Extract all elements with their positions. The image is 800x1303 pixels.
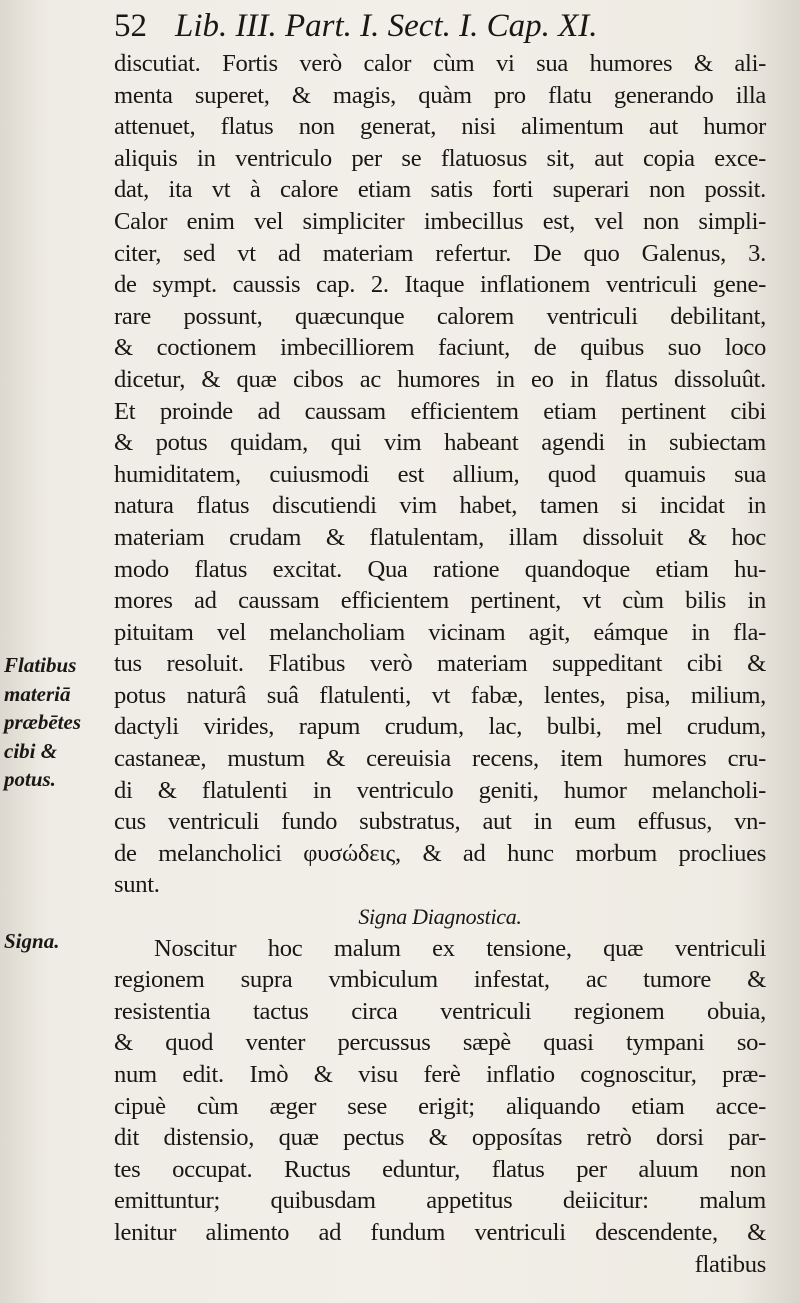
text-line: sunt. [114, 871, 160, 899]
text-line: dactyli virides, rapum crudum, lac, bulbi, mel crudum, [114, 713, 766, 741]
body-text [114, 48, 766, 1280]
text-line: resistentia tactus circa ventriculi regionem obuia, [114, 997, 766, 1025]
text-line: dat, ita vt à calore etiam satis forti superari non possit. [114, 176, 766, 204]
text-line: dit distensio, quæ pectus & opposítas retrò dorsi par- [114, 1124, 766, 1152]
text-line: & potus quidam, qui vim habeant agendi in subiectam [114, 429, 766, 457]
text-line: potus naturâ suâ flatulenti, vt fabæ, lentes, pisa, milium, [114, 681, 766, 709]
margin-note-line: cibi & [4, 738, 58, 763]
margin-note-line: Flatibus [4, 653, 77, 677]
text-line: lenitur alimento ad fundum ventriculi descendente, & [114, 1218, 766, 1246]
text-line: Et proinde ad caussam efficientem etiam pertinent cibi [114, 397, 766, 425]
page-number: 52 [114, 8, 147, 44]
text-line: pituitam vel melancholiam vicinam agit, eámque in fla- [114, 618, 766, 646]
section-heading: Signa Diagnostica. [358, 904, 522, 930]
text-line: emittuntur; quibusdam appetitus deiicitur: malum [114, 1187, 766, 1215]
text-line: materiam crudam & flatulentam, illam dissoluit & hoc [114, 523, 766, 551]
margin-note-line: præbētes [4, 710, 81, 734]
text-line: aliquis in ventriculo per se flatuosus sit, aut copia exce- [114, 144, 766, 172]
text-line: cipuè cùm æger sese erigit; aliquando etiam acce- [114, 1092, 766, 1120]
margin-note-flatibus [4, 651, 104, 794]
text-line: humiditatem, cuiusmodi est allium, quod quamuis sua [114, 460, 766, 488]
text-line: regionem supra vmbiculum infestat, ac tumore & [114, 966, 766, 994]
text-line: dicetur, & quæ cibos ac humores in eo in flatus dissoluût. [114, 365, 766, 393]
text-line: castaneæ, mustum & cereuisia recens, item humores cru- [114, 745, 766, 773]
running-head [114, 6, 764, 46]
text-line: attenuet, flatus non generat, nisi alimentum aut humor [114, 113, 766, 141]
running-head-title: Lib. III. Part. I. Sect. I. Cap. XI. [175, 8, 598, 44]
margin-note-line: materiā [4, 681, 71, 706]
text-line: di & flatulenti in ventriculo geniti, humor melancholi- [114, 776, 766, 804]
text-line: num edit. Imò & visu ferè inflatio cognoscitur, præ- [114, 1061, 766, 1088]
text-line: Noscitur hoc malum ex tensione, quæ ventriculi [154, 934, 766, 962]
margin-note-signa [4, 927, 104, 956]
text-line: discutiat. Fortis verò calor cùm vi sua humores & ali- [114, 50, 766, 77]
margin-note-line: Signa. [4, 929, 60, 953]
text-line: de melancholici φυσώδεις, & ad hunc morbum procliues [114, 839, 766, 867]
text-line: Calor enim vel simpliciter imbecillus est, vel non simpli- [114, 207, 766, 235]
text-line: de sympt. caussis cap. 2. Itaque inflationem ventriculi gene- [114, 271, 766, 299]
text-line: tus resoluit. Flatibus verò materiam suppeditant cibi & [114, 650, 766, 678]
text-line: rare possunt, quæcunque calorem ventriculi debilitant, [114, 302, 766, 330]
text-line: modo flatus excitat. Qua ratione quandoque etiam hu- [114, 555, 766, 583]
text-line: mores ad caussam efficientem pertinent, vt cùm bilis in [114, 587, 766, 615]
text-line: natura flatus discutiendi vim habet, tamen si incidat in [114, 492, 766, 520]
text-line: menta superet, & magis, quàm pro flatu generando illa [114, 81, 766, 109]
margin-note-line: potus. [4, 767, 56, 791]
text-line: & quod venter percussus sæpè quasi tympani so- [114, 1029, 766, 1057]
catchword: flatibus [694, 1250, 766, 1278]
text-line: cus ventriculi fundo substratus, aut in eum effusus, vn- [114, 808, 766, 836]
text-line: citer, sed vt ad materiam refertur. De quo Galenus, 3. [114, 239, 766, 267]
text-line: tes occupat. Ructus eduntur, flatus per aluum non [114, 1155, 766, 1183]
text-line: & coctionem imbecilliorem faciunt, de quibus suo loco [114, 334, 766, 362]
